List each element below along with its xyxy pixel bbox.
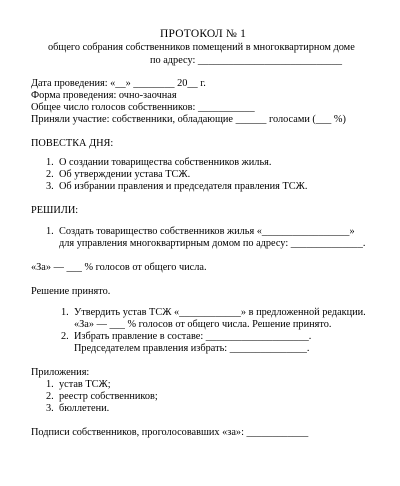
attachment-item bbox=[46, 403, 109, 415]
decision-1-number: 1. bbox=[46, 226, 54, 237]
decision-3-line2: Председателем правления избрать: _______________. bbox=[74, 343, 310, 354]
decision-1-line1 bbox=[46, 226, 355, 238]
meta-date: Дата проведения: «__» ________ 20__ г. bbox=[31, 78, 206, 89]
decision-2-text: Утвердить устав ТСЖ «____________» в предложенной редакции. bbox=[74, 307, 366, 318]
decision-2-number: 1. bbox=[61, 307, 69, 318]
attachment-text: устав ТСЖ; bbox=[59, 379, 111, 390]
agenda-item-text: Об утверждении устава ТСЖ. bbox=[59, 169, 191, 180]
vote-result-line: «За» — ___ % голосов от общего числа. bbox=[31, 262, 207, 273]
decided-heading: РЕШИЛИ: bbox=[31, 205, 79, 216]
decision-1-line2: для управления многоквартирным домом по адресу: ______________. bbox=[59, 238, 366, 249]
agenda-item-text: Об избрании правления и председателя правления ТСЖ. bbox=[59, 181, 308, 192]
meta-total-votes: Общее число голосов собственников: ___________ bbox=[31, 102, 255, 113]
meta-form: Форма проведения: очно-заочная bbox=[31, 90, 177, 101]
attachment-item bbox=[46, 391, 158, 403]
agenda-heading: ПОВЕСТКА ДНЯ: bbox=[31, 138, 114, 149]
decision-2-line2: «За» — ___ % голосов от общего числа. Решение принято. bbox=[74, 319, 332, 330]
decision-3-text: Избрать правление в составе: ____________________. bbox=[74, 331, 312, 342]
agenda-item bbox=[46, 181, 307, 193]
document-title: ПРОТОКОЛ № 1 bbox=[160, 28, 247, 40]
agenda-item-number: 2. bbox=[46, 169, 54, 180]
agenda-item bbox=[46, 157, 271, 169]
decision-2-line1 bbox=[61, 307, 366, 319]
document-subtitle-line1: общего собрания собственников помещений в многоквартирном доме bbox=[48, 42, 355, 53]
meta-participants: Приняли участие: собственники, обладающие ______ голосами (___ %) bbox=[31, 114, 346, 125]
decision-1-text: Создать товарищество собственников жилья «_________________» bbox=[59, 226, 355, 237]
agenda-item-text: О создании товарищества собственников жилья. bbox=[59, 157, 272, 168]
attachments-heading: Приложения: bbox=[31, 367, 90, 378]
attachment-item bbox=[46, 379, 111, 391]
signatures-line: Подписи собственников, проголосовавших «за»: ____________ bbox=[31, 427, 309, 438]
attachment-text: реестр собственников; bbox=[59, 391, 158, 402]
decision-accepted: Решение принято. bbox=[31, 286, 111, 297]
decision-3-line1 bbox=[61, 331, 311, 343]
decision-3-number: 2. bbox=[61, 331, 69, 342]
agenda-item-number: 1. bbox=[46, 157, 54, 168]
attachment-number: 3. bbox=[46, 403, 54, 414]
attachment-number: 2. bbox=[46, 391, 54, 402]
agenda-item-number: 3. bbox=[46, 181, 54, 192]
attachment-number: 1. bbox=[46, 379, 54, 390]
document-subtitle-line2: по адресу: ____________________________ bbox=[150, 55, 343, 66]
attachment-text: бюллетени. bbox=[59, 403, 110, 414]
agenda-item bbox=[46, 169, 190, 181]
